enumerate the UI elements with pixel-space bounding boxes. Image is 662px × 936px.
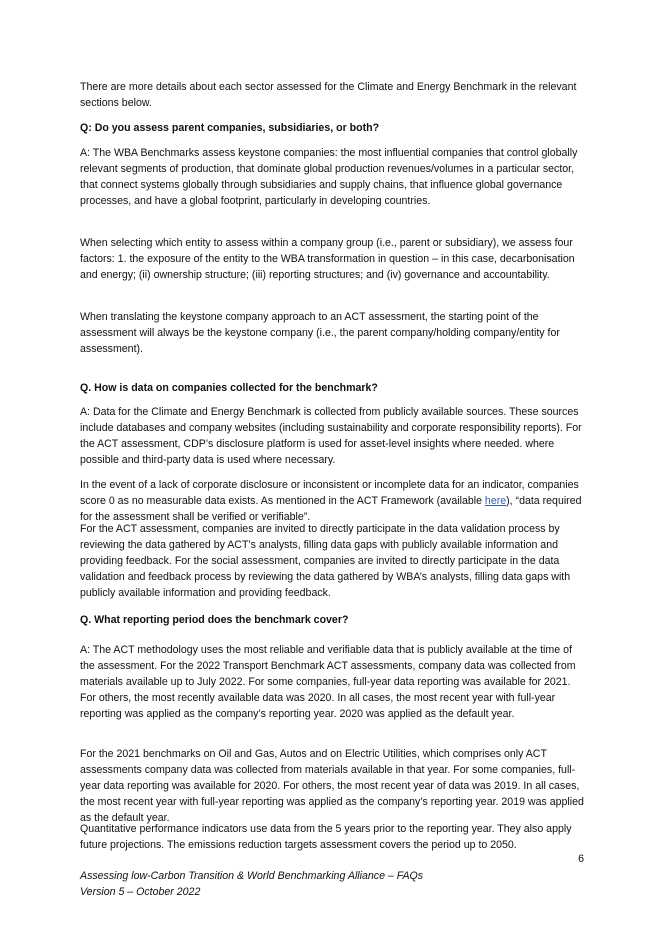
data-validation-paragraph: For the ACT assessment, companies are invited to directly participate in the data validation process by reviewing the data gathered by ACT’s analysts, filling data gaps with publicly available information and providing feedback. For the social assessment, companies are invited to directly participate in the data validation and feedback process by reviewing the data gathered by WBA’s analysts, filling data gaps with publicly available information and providing feedback.	[80, 523, 571, 599]
question-reporting-period: Q. What reporting period does the benchmark cover?	[80, 614, 349, 626]
act-framework-link[interactable]: here	[484, 495, 507, 507]
intro-paragraph: There are more details about each sector assessed for the Climate and Energy Benchmark in the relevant sections below.	[80, 81, 577, 109]
lack-of-disclosure-text: In the event of a lack of corporate disclosure or inconsistent or incomplete data for an indicator, companies score 0 as no measurable data exists. As mentioned in the ACT Framework (available	[80, 479, 579, 507]
answer-act-methodology: A: The ACT methodology uses the most reliable and verifiable data that is publicly available at the time of the assessment. For the 2022 Transport Benchmark ACT assessments, company data was collected from materials available up to July 2022. For some companies, full-year data reporting was available for 2021. For others, the most recently available data was 2020. In all cases, the most recent year with full-year reporting was applied as the company’s reporting year. 2020 was applied as the default year.	[80, 644, 576, 720]
answer-data-sources: A: Data for the Climate and Energy Benchmark is collected from publicly available sources. These sources include databases and company websites (including sustainability and corporate responsibility reports). For the ACT assessment, CDP’s disclosure platform is used for asset-level insights where needed. where possible and third-party data is used where necessary.	[80, 406, 582, 466]
question-parent-subsidiaries: Q: Do you assess parent companies, subsidiaries, or both?	[80, 122, 380, 134]
lack-of-disclosure-text-end: ), “data required for the assessment shall be verified or verifiable”.	[80, 495, 582, 523]
footer-title: Assessing low-Carbon Transition & World Benchmarking Alliance – FAQs	[80, 870, 424, 882]
question-data-collection: Q. How is data on companies collected for the benchmark?	[80, 382, 378, 394]
entity-selection-paragraph: When selecting which entity to assess within a company group (i.e., parent or subsidiary), we assess four factors: 1. the exposure of the entity to the WBA transformation in question – in this case, decarbonisation and energy; (ii) ownership structure; (iii) reporting structures; and (iv) governance and accountability.	[80, 237, 575, 281]
footer-version: Version 5 – October 2022	[80, 886, 201, 898]
answer-keystone-companies: A: The WBA Benchmarks assess keystone companies: the most influential companies that control globally relevant segments of production, that dominate global production revenues/volumes in a particular sector, that connect systems globally through subsidiaries and supply chains, that influence global governance processes, and have a global footprint, particularly in developing countries.	[80, 147, 578, 207]
quantitative-indicators-paragraph: Quantitative performance indicators use data from the 5 years prior to the reporting year. They also apply future projections. The emissions reduction targets assessment covers the period up to 2050.	[80, 823, 572, 851]
lack-of-disclosure-paragraph	[80, 477, 584, 525]
benchmarks-2021-paragraph: For the 2021 benchmarks on Oil and Gas, Autos and on Electric Utilities, which comprises only ACT assessments company data was collected from materials available in that year. For some companies, full-year data reporting was available for 2020. For others, the most recent year of data was 2019. In all cases, the most recent year with full-year reporting was applied as the company’s reporting year. 2019 was applied as the default year.	[80, 748, 584, 824]
page-number: 6	[578, 853, 584, 865]
keystone-act-paragraph: When translating the keystone company approach to an ACT assessment, the starting point of the assessment will always be the keystone company (i.e., the parent company/holding company/entity for assessment).	[80, 311, 560, 355]
